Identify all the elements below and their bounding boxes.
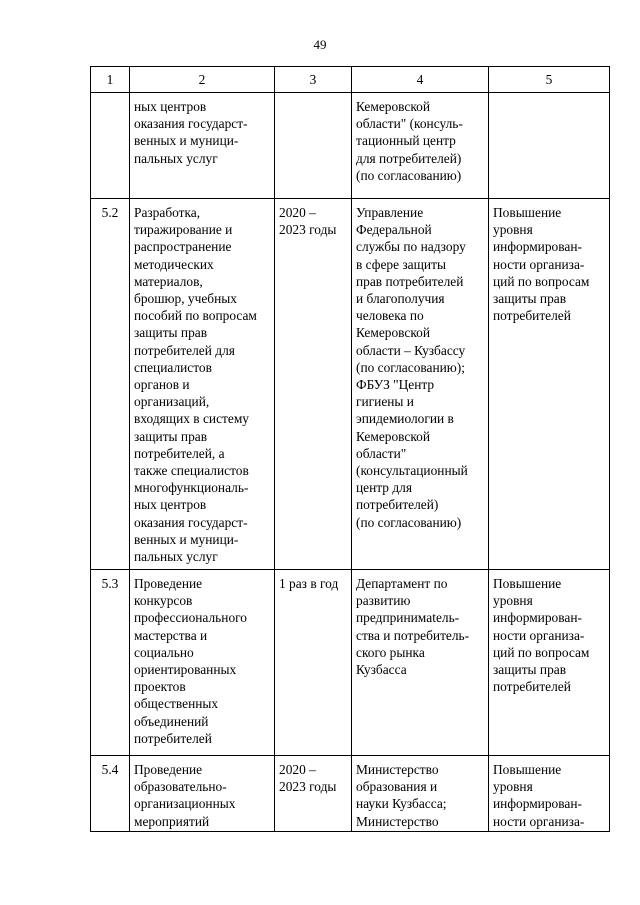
activity-cell bbox=[130, 199, 275, 570]
cell-text-line: 2023 годы bbox=[279, 222, 337, 238]
cell-text-line: информирован- bbox=[493, 796, 582, 812]
cell-text-line: Повышение bbox=[493, 205, 562, 220]
cell-text-line: защиты прав bbox=[493, 662, 567, 678]
cell-text-line: Кемеровской bbox=[356, 428, 431, 444]
cell-text-line: Министерство bbox=[356, 762, 439, 777]
activity-cell bbox=[130, 570, 275, 756]
result-cell bbox=[489, 570, 610, 756]
cell-text-line: Департамент по bbox=[356, 576, 448, 591]
result-cell bbox=[489, 756, 610, 832]
cell-text-line: гигиены и bbox=[356, 394, 414, 410]
cell-text-line: также специалистов bbox=[134, 463, 249, 479]
cell-text-line: мероприятий bbox=[134, 813, 210, 829]
cell-text-line: Управление bbox=[356, 205, 424, 220]
cell-text-line: ности организа- bbox=[493, 813, 585, 829]
cell-text-line: Федеральной bbox=[356, 222, 432, 238]
cell-text-line: тиражирование и bbox=[134, 222, 233, 238]
header-cell-3: 3 bbox=[275, 67, 352, 93]
cell-text-line: защиты прав bbox=[493, 291, 567, 307]
cell-text-line: потребителей bbox=[134, 730, 212, 746]
table-row bbox=[91, 199, 610, 570]
cell-text-line: организаций, bbox=[134, 394, 210, 410]
cell-text-line: организационных bbox=[134, 796, 236, 812]
row-number-cell: 5.4 bbox=[91, 756, 130, 832]
cell-text-line: профессионального bbox=[134, 610, 247, 626]
cell-text-line: специалистов bbox=[134, 359, 212, 375]
cell-text-line: пособий по вопросам bbox=[134, 308, 257, 324]
cell-text-line: входящих в систему bbox=[134, 411, 249, 427]
period-cell bbox=[275, 756, 352, 832]
table-row bbox=[91, 93, 610, 199]
cell-text-line: развитию bbox=[356, 593, 411, 609]
table-row bbox=[91, 570, 610, 756]
cell-text-line: центр для bbox=[356, 480, 412, 496]
cell-text-line: Повышение bbox=[493, 762, 562, 777]
cell-text-line: ства и потребитель- bbox=[356, 627, 470, 643]
cell-text-line: тационный центр bbox=[356, 133, 456, 149]
cell-text-line: ных центров bbox=[134, 99, 207, 114]
cell-text-line: образования и bbox=[356, 779, 438, 795]
header-row bbox=[91, 67, 610, 93]
cell-text-line: Проведение bbox=[134, 576, 203, 591]
cell-text-line: пальных услуг bbox=[134, 150, 218, 166]
executor-cell bbox=[352, 93, 489, 199]
cell-text-line: области" bbox=[356, 445, 407, 461]
header-cell-5: 5 bbox=[489, 67, 610, 93]
cell-text-line: ориентированных bbox=[134, 662, 237, 678]
cell-text-line: (по согласованию) bbox=[356, 514, 462, 530]
cell-text-line: уровня bbox=[493, 779, 533, 795]
cell-text-line: для потребителей) bbox=[356, 150, 462, 166]
cell-text-line: Разработка, bbox=[134, 205, 201, 220]
header-cell-4: 4 bbox=[352, 67, 489, 93]
period-cell bbox=[275, 199, 352, 570]
cell-text-line: Кемеровской bbox=[356, 99, 431, 114]
cell-text-line: Проведение bbox=[134, 762, 203, 777]
page-number: 49 bbox=[313, 37, 327, 52]
cell-text-line: службы по надзору bbox=[356, 239, 466, 255]
cell-text-line: многофункциональ- bbox=[134, 480, 249, 496]
cell-text-line: (по согласованию); bbox=[356, 359, 465, 375]
cell-text-line: методических bbox=[134, 256, 214, 272]
cell-text-line: области" (консуль- bbox=[356, 116, 463, 132]
cell-text-line: брошюр, учебных bbox=[134, 291, 237, 307]
cell-text-line: 2023 годы bbox=[279, 779, 337, 795]
cell-text-line: общественных bbox=[134, 696, 219, 712]
cell-text-line: ций по вопросам bbox=[493, 273, 590, 289]
row-number-cell: 5.3 bbox=[91, 570, 130, 756]
cell-text-line: объединений bbox=[134, 713, 209, 729]
cell-text-line: потребителей, а bbox=[134, 445, 225, 461]
cell-text-line: пальных услуг bbox=[134, 549, 218, 565]
activity-cell bbox=[130, 93, 275, 199]
cell-text-line: ФБУЗ "Центр bbox=[356, 377, 435, 393]
header-cell-2: 2 bbox=[130, 67, 275, 93]
cell-text-line: ций по вопросам bbox=[493, 644, 590, 660]
cell-text-line: оказания государст- bbox=[134, 514, 248, 530]
cell-text-line: прав потребителей bbox=[356, 273, 464, 289]
period-cell bbox=[275, 93, 352, 199]
cell-text-line: венных и муници- bbox=[134, 531, 239, 547]
cell-text-line: потребителей для bbox=[134, 342, 235, 358]
cell-text-line: Повышение bbox=[493, 576, 562, 591]
cell-text-line: проектов bbox=[134, 679, 186, 695]
cell-text-line: материалов, bbox=[134, 273, 203, 289]
cell-text-line: образовательно- bbox=[134, 779, 227, 795]
result-cell bbox=[489, 93, 610, 199]
cell-text-line: ского рынка bbox=[356, 644, 425, 660]
cell-text-line: венных и муници- bbox=[134, 133, 239, 149]
activity-cell bbox=[130, 756, 275, 832]
cell-text-line: защиты прав bbox=[134, 428, 208, 444]
cell-text-line: науки Кузбасса; bbox=[356, 796, 447, 812]
cell-text-line: ности организа- bbox=[493, 627, 585, 643]
cell-text-line: и благополучия bbox=[356, 291, 445, 307]
cell-text-line: области – Кузбассу bbox=[356, 342, 466, 358]
cell-text-line: оказания государст- bbox=[134, 116, 248, 132]
cell-text-line: распространение bbox=[134, 239, 232, 255]
activities-table bbox=[90, 66, 610, 832]
cell-text-line: информирован- bbox=[493, 239, 582, 255]
executor-cell bbox=[352, 756, 489, 832]
cell-text-line: человека по bbox=[356, 308, 424, 324]
cell-text-line: Кемеровской bbox=[356, 325, 431, 341]
cell-text-line: мастерства и bbox=[134, 627, 208, 643]
executor-cell bbox=[352, 199, 489, 570]
cell-text-line: уровня bbox=[493, 593, 533, 609]
cell-text-line: (консультационный bbox=[356, 463, 468, 479]
cell-text-line: 2020 – bbox=[279, 205, 316, 220]
cell-text-line: Кузбасса bbox=[356, 662, 407, 678]
cell-text-line: потребителей bbox=[493, 308, 571, 324]
cell-text-line: предпринимatель- bbox=[356, 610, 460, 626]
cell-text-line: эпидемиологии в bbox=[356, 411, 454, 427]
cell-text-line: конкурсов bbox=[134, 593, 193, 609]
cell-text-line: потребителей) bbox=[356, 497, 439, 513]
cell-text-line: социально bbox=[134, 644, 194, 660]
cell-text-line: 2020 – bbox=[279, 762, 316, 777]
cell-text-line: в сфере защиты bbox=[356, 256, 446, 272]
cell-text-line: информирован- bbox=[493, 610, 582, 626]
cell-text-line: Министерство bbox=[356, 813, 439, 829]
cell-text-line: 1 раз в год bbox=[279, 576, 339, 591]
cell-text-line: ности организа- bbox=[493, 256, 585, 272]
cell-text-line: потребителей bbox=[493, 679, 571, 695]
table-row bbox=[91, 756, 610, 832]
executor-cell bbox=[352, 570, 489, 756]
cell-text-line: (по согласованию) bbox=[356, 167, 462, 183]
cell-text-line: уровня bbox=[493, 222, 533, 238]
cell-text-line: органов и bbox=[134, 377, 190, 393]
row-number-cell: 5.2 bbox=[91, 199, 130, 570]
header-cell-1: 1 bbox=[91, 67, 130, 93]
cell-text-line: защиты прав bbox=[134, 325, 208, 341]
row-number-cell bbox=[91, 93, 130, 199]
cell-text-line: ных центров bbox=[134, 497, 207, 513]
result-cell bbox=[489, 199, 610, 570]
period-cell bbox=[275, 570, 352, 756]
